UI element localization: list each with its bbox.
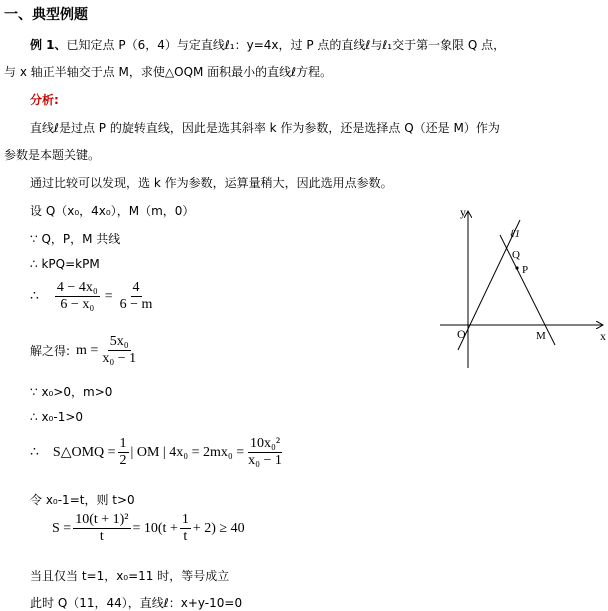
section-title: 一、典型例题 <box>4 7 88 23</box>
line-l <box>500 235 555 345</box>
label-y: y <box>460 205 466 219</box>
half-fraction <box>118 436 129 469</box>
m-fraction-denominator: x₀ − 1 <box>102 351 137 366</box>
label-x: x <box>600 329 606 343</box>
slope-equality-line: ∴ kPQ=kPM <box>30 257 100 271</box>
analysis-heading: 分析: <box>30 93 59 107</box>
area-formula <box>30 436 286 469</box>
solve-label: 解之得: <box>30 344 71 358</box>
example-line-1 <box>30 36 505 53</box>
analysis-para-1b: 参数是本题关键。 <box>4 148 101 162</box>
m-fraction <box>100 334 138 367</box>
label-P: P <box>522 264 529 276</box>
area-fraction <box>246 436 284 469</box>
S-fraction-numerator: 10(t + 1)² <box>75 512 129 527</box>
analysis-para-1: 直线ℓ是过点 P 的旋转直线，因此是选其斜率 k 作为参数，还是选择点 Q（还是 M）作为 <box>30 121 500 135</box>
analysis-para-2: 通过比较可以发现，选 k 作为参数，运算量稍大，因此选用点参数。 <box>30 176 393 190</box>
area-fraction-denominator: x₀ − 1 <box>248 453 282 468</box>
S-inner-numerator: 1 <box>181 512 189 527</box>
slope-fraction-equation <box>30 280 156 313</box>
S-equals: S = <box>52 520 72 536</box>
half-denominator: 2 <box>119 453 127 468</box>
condition-line-2: ∴ x₀-1>0 <box>30 410 84 424</box>
area-fraction-numerator: 10x₀² <box>250 436 281 451</box>
S-inner-denominator: t <box>183 529 188 544</box>
collinear-line: ∵ Q，P，M 共线 <box>30 232 121 246</box>
conclusion-line: 此时 Q（11，44），直线ℓ：x+y-10=0 <box>30 596 243 610</box>
area-middle: | OM | 4x₀ = 2mx₀ = <box>130 444 245 460</box>
fraction-left-numerator: 4 − 4x₀ <box>56 280 98 295</box>
fraction-right-numerator: 4 <box>132 280 140 295</box>
S-tail: + 2) ≥ 40 <box>192 520 245 536</box>
fraction-left <box>55 280 100 313</box>
solve-m-line <box>30 334 140 367</box>
S-fraction-denominator: t <box>99 529 104 544</box>
area-S: S△OMQ = <box>52 445 116 460</box>
example-line-2: 与 x 轴正半轴交于点 M，求使△OQM 面积最小的直线ℓ方程。 <box>4 65 333 79</box>
example-label: 例 1、 <box>30 38 67 52</box>
S-fraction <box>73 512 130 545</box>
label-M: M <box>536 330 546 342</box>
S-inner-fraction <box>180 512 191 545</box>
condition-line-1: ∵ x₀>0，m>0 <box>30 385 113 399</box>
label-l1: ℓ1 <box>510 228 521 240</box>
example-text-1: 已知定点 P（6，4）与定直线ℓ₁：y=4x，过 P 点的直线ℓ与ℓ₁交于第一象限 Q 点， <box>66 38 506 52</box>
therefore-symbol: ∴ <box>30 289 39 304</box>
substitution-line: 令 x₀-1=t，则 t>0 <box>30 493 135 507</box>
S-middle: = 10(t + <box>132 520 178 536</box>
coordinate-figure <box>430 200 608 380</box>
set-points-line: 设 Q（x₀，4x₀），M（m，0） <box>30 204 195 218</box>
equality-condition-line: 当且仅当 t=1，x₀=11 时，等号成立 <box>30 569 230 583</box>
fraction-right <box>118 280 155 313</box>
label-Q: Q <box>512 249 520 261</box>
S-inequality <box>52 512 245 545</box>
fraction-left-denominator: 6 − x₀ <box>60 297 95 312</box>
label-origin: O <box>457 327 466 341</box>
m-equals: m = <box>76 342 99 358</box>
m-fraction-numerator: 5x₀ <box>109 334 129 349</box>
equals-sign: = <box>104 288 113 304</box>
half-numerator: 1 <box>119 436 127 451</box>
fraction-right-denominator: 6 − m <box>119 297 153 312</box>
area-therefore: ∴ <box>30 445 39 460</box>
point-P <box>515 266 518 269</box>
